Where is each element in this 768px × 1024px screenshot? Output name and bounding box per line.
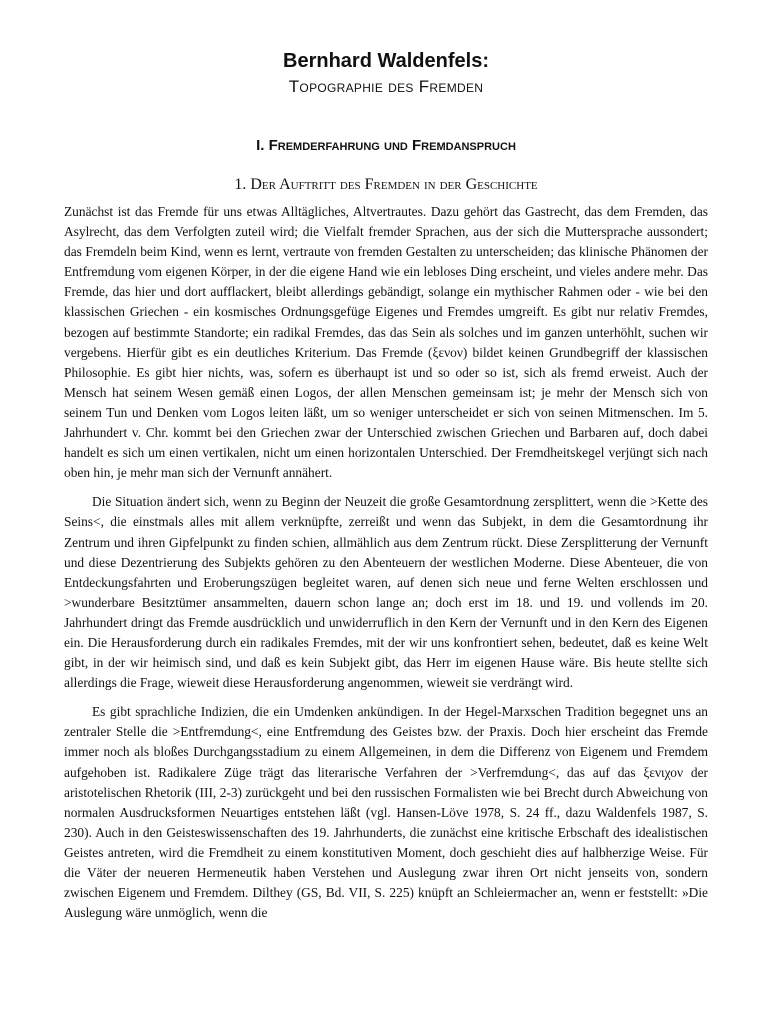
work-title: Topographie des Fremden xyxy=(288,77,484,96)
paragraph-1: Zunächst ist das Fremde für uns etwas Alltägliches, Altvertrautes. Dazu gehört das Gastrecht, das dem Fremden, das Asylrecht, das dem Verfolgten zuteil wird; die Vielfalt fremder Sprachen, aus der sich die Muttersprache aussondert; das Fremdeln beim Kind, wenn es lernt, vertraute von fremden Gestalten zu unterscheiden; das klinische Phänomen der Entfremdung vom eigenen Körper, in der die eigene Hand wie ein lebloses Ding erscheint, und vieles andere mehr. Das Fremde, das hier und dort aufflackert, bleibt allerdings gebändigt, solange ein mythischer Rahmen oder - wie bei den klassischen Griechen - ein kosmisches Ordnungsgefüge Eigenes und Fremdes umgreift. Es gibt nur relativ Fremdes, bezogen auf bestimmte Standorte; ein radikal Fremdes, das das Sein als solches und im ganzen unterhöhlt, suchen wir vergebens. Hierfür gibt es ein deutliches Kriterium. Das Fremde (ξενον) bildet keinen Grundbegriff der klassischen Philosophie. Es gibt hier nichts, was, sofern es überhaupt ist und so oder so ist, sich als fremd erweist. Auch der Mensch hat seinem Wesen gemäß einen Logos, der allen Menschen gemeinsam ist; je mehr der Mensch sich von seinem Tun und Denken vom Logos leiten läßt, um so weniger unterscheidet er sich von seinen Mitmenschen. Im 5. Jahrhundert v. Chr. kommt bei den Griechen zwar der Unterschied zwischen Griechen und Barbaren auf, doch dabei handelt es sich um einen vertikalen, nicht um einen horizontalen Unterschied. Der Fremdheitskegel verjüngt sich nach oben hin, je mehr man sich der Vernunft annähert. xyxy=(64,204,708,481)
author-heading: Bernhard Waldenfels: xyxy=(283,50,489,72)
paragraph-2: Die Situation ändert sich, wenn zu Beginn der Neuzeit die große Gesamtordnung zersplittert, wenn die >Kette des Seins<, die einstmals alles mit allem verknüpfte, zerreißt und wenn das Subjekt, in dem die Gesamtordnung ihr Zentrum und ihren Gipfelpunkt zu finden schien, allmählich aus dem Zentrum rückt. Diese Zersplitterung der Vernunft und diese Dezentrierung des Subjekts gehören zu den Abenteuern der westlichen Moderne. Diese Abenteuer, die von Entdeckungsfahrten und Eroberungszügen begleitet waren, auf denen sich neue und ferne Welten erschlossen und >wunderbare Besitztümer ansammelten, dauern schon lange an; doch erst im 18. und 19. und vollends im 20. Jahrhundert dringt das Fremde ausdrücklich und unwiderruflich in den Kern der Vernunft und in den Kern des Eigenen ein. Die Herausforderung durch ein radikales Fremdes, mit der wir uns konfrontiert sehen, bedeutet, daß es keine Welt gibt, in der wir heimisch sind, und daß es kein Subjekt gibt, das Herr im eigenen Hause wäre. Bis heute stellte sich allerdings die Frage, wieweit diese Herausforderung angenommen, wieweit sie verdrängt wird. xyxy=(64,494,708,691)
part-title: I. Fremderfahrung und Fremdanspruch xyxy=(256,137,516,154)
paragraph-3: Es gibt sprachliche Indizien, die ein Umdenken ankündigen. In der Hegel-Marxschen Tradition begegnet uns an zentraler Stelle die >Entfremdung<, eine Entfremdung des Geistes bzw. der Praxis. Doch hier erscheint das Fremde immer noch als bloßes Durchgangsstadium zu einem Allgemeinen, in dem die Differenz von Eigenem und Fremdem aufgehoben ist. Radikalere Züge trägt das literarische Verfahren der >Verfremdung<, das auf das ξενιχον der aristotelischen Rhetorik (III, 2-3) zurückgeht und bei den russischen Formalisten wie bei Brecht durch Abweichung von normalen Ausdrucksformen Neuartiges entstehen läßt (vgl. Hansen-Löve 1978, S. 24 ff., dazu Waldenfels 1987, S. 230). Auch in den Geisteswissenschaften des 19. Jahrhunderts, die zunächst eine kritische Erbschaft des idealistischen Geistes antreten, wird die Fremdheit zu einem konstitutiven Moment, doch geschieht dies auf halbherzige Weise. Für die Väter der neueren Hermeneutik haben Verstehen und Auslegung zwar ihren Ort nicht jenseits von, sondern zwischen Eigenem und Fremdem. Dilthey (GS, Bd. VII, S. 225) knüpft an Schleiermacher an, wenn er feststellt: »Die Auslegung wäre unmöglich, wenn die xyxy=(64,704,708,921)
body-text xyxy=(64,202,708,923)
section-title: 1. Der Auftritt des Fremden in der Geschichte xyxy=(234,176,538,193)
